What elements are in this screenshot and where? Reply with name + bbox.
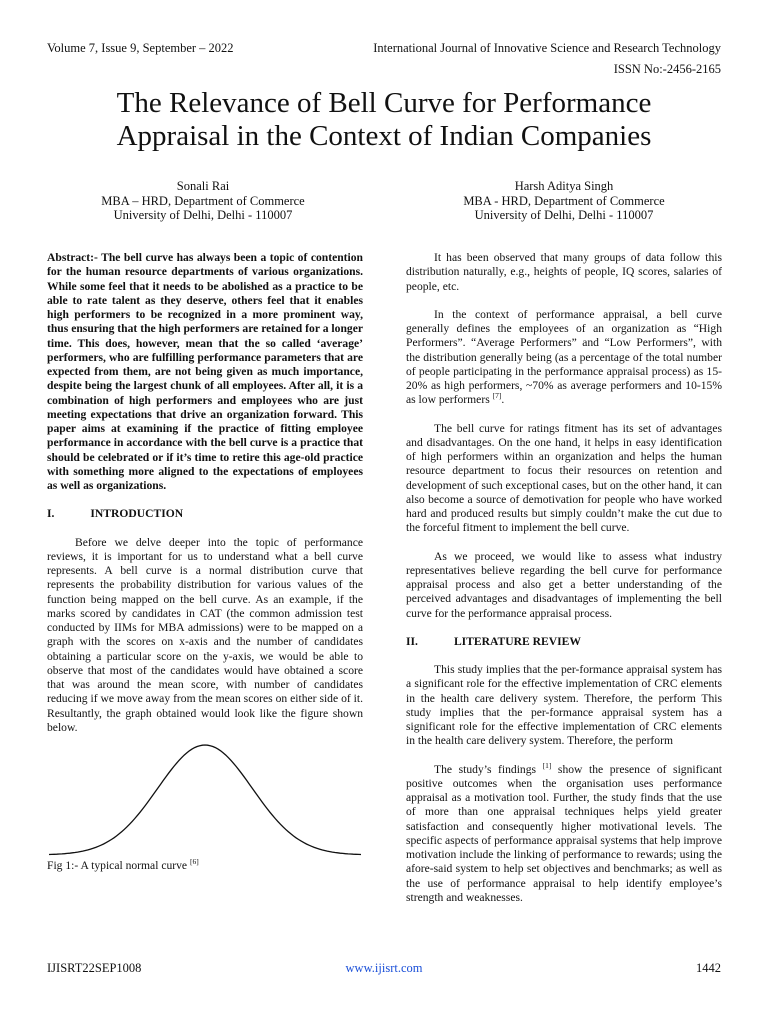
paper-title <box>40 87 728 153</box>
intro-paragraph: Before we delve deeper into the topic of performance reviews, it is important for us to understand what a bell curve represents. A bell curve is a normal distribution curve that represents the probability distribution for various values of the function being mapped on the bell curve. As an example, if the marks scored by candidates in CAT (the common admission test conducted by IIMs for MBA admissions) were to be mapped on a graph with the scores on x-axis and the number of candidates obtaining a particular score on the y-axis, we would be able to observe that most of the candidates would have obtained a score that was around the mean score, with number of candidates reducing if we move away from the mean scores on either side of it. Resultantly, the graph obtained would look like the figure shown below. <box>47 535 363 734</box>
paragraph <box>406 760 722 906</box>
abstract: Abstract:- The bell curve has always been a topic of contention for the human resource departments of various organizations. While some feel that it needs to be abolished as a practice to be able to rate talent as they deserve, others feel that it enables high performers to be recognized in a more prominent way, thus ensuring that the high performers are retained for a longer time. This does, however, mean that the so called ‘average’ performers, who are fulfilling performance parameters that are expected from them, are not being given as much importance, despite being the largest chunk of all employees. After all, it is a combination of high performers and employees who are just meeting expectations that drive an organization forward. This paper aims at examining if the practice of fitting employee performance in accordance with the bell curve is a practice that should be celebrated or if it’s time to retire this age-old practice with something more aligned to the expectations of employees as well as organizations. <box>47 251 363 492</box>
section-title: INTRODUCTION <box>90 507 184 521</box>
paragraph-text: The study’s findings <box>434 762 537 776</box>
author-department: MBA - HRD, Department of Commerce <box>463 193 665 208</box>
paragraph: It has been observed that many groups of data follow this distribution naturally, e.g., heights of people, IQ scores, salaries of people, etc. <box>406 251 722 293</box>
citation: [7] <box>492 391 502 401</box>
paragraph-text-end: . <box>501 393 505 407</box>
section-number: II. <box>406 634 418 648</box>
volume-info: Volume 7, Issue 9, September – 2022 <box>47 41 234 55</box>
paragraph: This study implies that the per-formance appraisal system has a significant role for the effective implementation of CRC elements in the health care delivery system. Therefore, the perform This study implies that the per-formance appraisal system has a significant role for the effective implementation of CRC elements in the health care delivery system. Therefore, the perform <box>406 663 722 748</box>
title-line-2: Appraisal in the Context of Indian Companies <box>116 120 652 152</box>
figure-citation: [6] <box>189 857 199 867</box>
author-name: Harsh Aditya Singh <box>514 179 614 193</box>
normal-curve-figure <box>47 739 363 859</box>
paragraph: As we proceed, we would like to assess what industry representatives believe regarding the bell curve for performance appraisal process and also get a better understanding of the perceived advantages and disadvantages of implementing the bell curve for the performance appraisal process. <box>406 549 722 620</box>
journal-name: International Journal of Innovative Science and Research Technology <box>373 41 721 55</box>
bell-curve-line <box>49 745 361 855</box>
paragraph-text: In the context of performance appraisal, a bell curve generally defines the employees of an organization as “High Performers”. “Average Performers” and “Low Performers”, with the distribution generally being (as a percentage of the total number of people participating in the performance appraisal process) as 15-20% as high performers, ~70% as average performers and 10-15% as low performers <box>406 307 722 407</box>
figure-caption-text: Fig 1:- A typical normal curve <box>47 859 188 872</box>
right-column <box>406 251 722 905</box>
figure-caption <box>47 859 363 873</box>
citation: [1] <box>542 760 552 770</box>
paragraph <box>406 308 722 408</box>
issn: ISSN No:-2456-2165 <box>613 62 721 76</box>
paragraph: The bell curve for ratings fitment has its set of advantages and disadvantages. On the one hand, it helps in easy identification of high performers within an organization and helps the human resource department to focus their resources on retention and development of such exceptional cases, but on the other hand, it can also become a source of demotivation for people who have worked hard and produced results but simply couldn’t make the cut due to the forceful fitment to implement the bell curve. <box>406 421 722 535</box>
author-block-2 <box>414 179 714 223</box>
paragraph-text-rest: show the presence of significant positive outcomes when the organisation uses performance appraisal as a motivation tool. Further, the study finds that the use of more than one appraisal techniques helps yield greater satisfaction and consequently higher motivational levels. The specific aspects of performance appraisal systems that help improve motivation include the linking of performance to rewards; using the afore-said system to help set objectives and benchmarks; as well as the use of performance appraisal to help identify employee’s strength and weaknesses. <box>406 762 722 904</box>
footer-website-link[interactable]: www.ijisrt.com <box>345 961 423 975</box>
section-number: I. <box>47 507 55 521</box>
author-name: Sonali Rai <box>176 179 230 193</box>
footer-page-number: 1442 <box>696 961 721 975</box>
author-block-1 <box>53 179 353 223</box>
left-column <box>47 251 363 873</box>
title-line-1: The Relevance of Bell Curve for Performance <box>116 87 652 119</box>
author-department: MBA – HRD, Department of Commerce <box>101 193 305 208</box>
author-affiliation: University of Delhi, Delhi - 110007 <box>113 208 293 222</box>
author-affiliation: University of Delhi, Delhi - 110007 <box>474 208 654 222</box>
footer-paper-id: IJISRT22SEP1008 <box>47 961 142 975</box>
section-heading-literature-review <box>406 635 722 649</box>
section-title: LITERATURE REVIEW <box>453 634 581 648</box>
section-heading-introduction <box>47 507 363 521</box>
